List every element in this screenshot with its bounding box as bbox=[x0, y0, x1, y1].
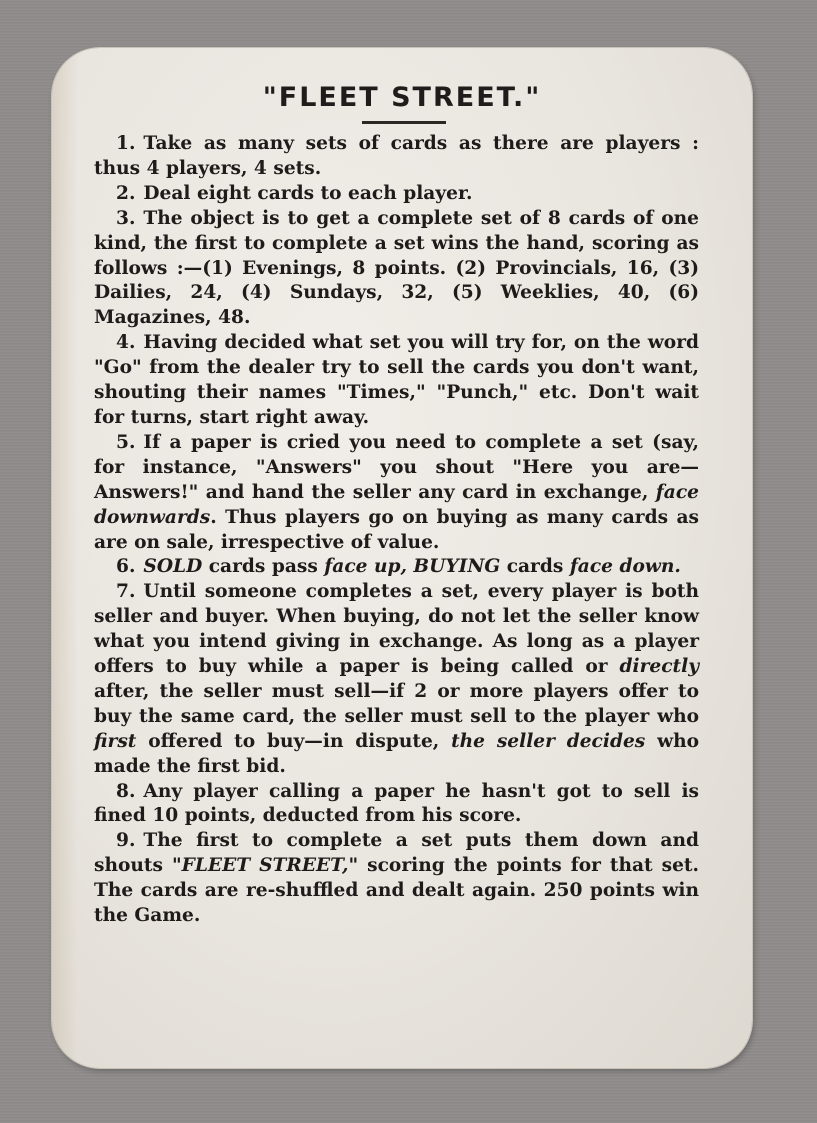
rule-number: 1. bbox=[116, 133, 136, 154]
rule-emphasis: face down. bbox=[569, 556, 681, 578]
rule-9 bbox=[94, 829, 699, 929]
rule-1 bbox=[94, 132, 699, 182]
rule-emphasis: face downwards bbox=[94, 481, 699, 528]
rule-number: 2. bbox=[116, 182, 136, 204]
rules-card bbox=[52, 48, 752, 1068]
rule-number: 6. bbox=[116, 556, 136, 578]
rule-emphasis: SOLD bbox=[143, 556, 203, 578]
rule-number: 3. bbox=[116, 207, 136, 229]
rule-text: . Thus players go on buying as many cards as are on sale, irrespective of value. bbox=[94, 506, 699, 553]
rule-8 bbox=[94, 780, 699, 830]
rule-emphasis: directly bbox=[619, 656, 699, 678]
rule-text: Until someone completes a set, every player is both seller and buyer. When buying, do not let the seller know what you intend giving in exchange. As long as a player offers to buy while a paper is being called or bbox=[94, 581, 699, 678]
rule-number: 7. bbox=[116, 581, 136, 603]
rule-2 bbox=[94, 182, 699, 207]
rule-text: The object is to get a complete set of 8 cards of one kind, the first to complete a set wins the hand, scoring as follows :—(1) Evenings, 8 points. (2) Provincials, 16, (3) Dailies, 24, (4) Sundays, 32, (5) Weeklies, 40, (6) Magazines, 48. bbox=[94, 207, 699, 329]
rule-text: cards bbox=[500, 556, 570, 578]
rule-text: If a paper is cried you need to complete a set (say, for instance, "Answers" you shout "Here you are—Answers!" and hand the seller any card in exchange, bbox=[94, 431, 699, 503]
rule-emphasis: face up, BUYING bbox=[324, 556, 501, 578]
rule-number: 8. bbox=[116, 780, 136, 802]
card-edge-stain bbox=[52, 48, 78, 1068]
title-underline bbox=[362, 121, 446, 124]
rule-number: 9. bbox=[116, 830, 136, 852]
rule-text: cards pass bbox=[202, 556, 325, 578]
rule-text: after, the seller must sell—if 2 or more players offer to buy the same card, the seller must sell to the player who bbox=[94, 680, 699, 727]
rule-6 bbox=[94, 555, 699, 580]
rule-7 bbox=[94, 580, 699, 779]
rule-text: Having decided what set you will try for, on the word "Go" from the dealer try to sell the cards you don't want, shouting their names "Times," "Punch," etc. Don't wait for turns, start right away. bbox=[94, 332, 699, 428]
rule-3 bbox=[94, 207, 699, 332]
rule-emphasis: the seller decides bbox=[451, 730, 646, 752]
rule-4 bbox=[94, 331, 699, 431]
rules-list bbox=[94, 132, 699, 929]
rule-number: 4. bbox=[116, 332, 136, 354]
rule-text: Take as many sets of cards as there are players : thus 4 players, 4 sets. bbox=[94, 133, 699, 179]
rule-text: offered to buy—in dispute, bbox=[136, 730, 452, 752]
rule-text: Deal eight cards to each player. bbox=[143, 182, 473, 204]
rule-text: Any player calling a paper he hasn't got to sell is fined 10 points, deducted from his score. bbox=[94, 780, 699, 827]
rule-5 bbox=[94, 431, 699, 556]
rule-text: The first to complete a set puts them down and shouts " bbox=[94, 830, 699, 877]
card-title: "FLEET STREET." bbox=[262, 82, 542, 113]
rule-emphasis: first bbox=[94, 730, 137, 752]
rule-emphasis: FLEET STREET, bbox=[181, 855, 349, 877]
rule-number: 5. bbox=[116, 431, 136, 453]
rule-text: who made the first bid. bbox=[94, 730, 700, 777]
rule-text: " scoring the points for that set. The cards are re-shuffled and dealt again. 250 points win the Game. bbox=[94, 855, 699, 927]
